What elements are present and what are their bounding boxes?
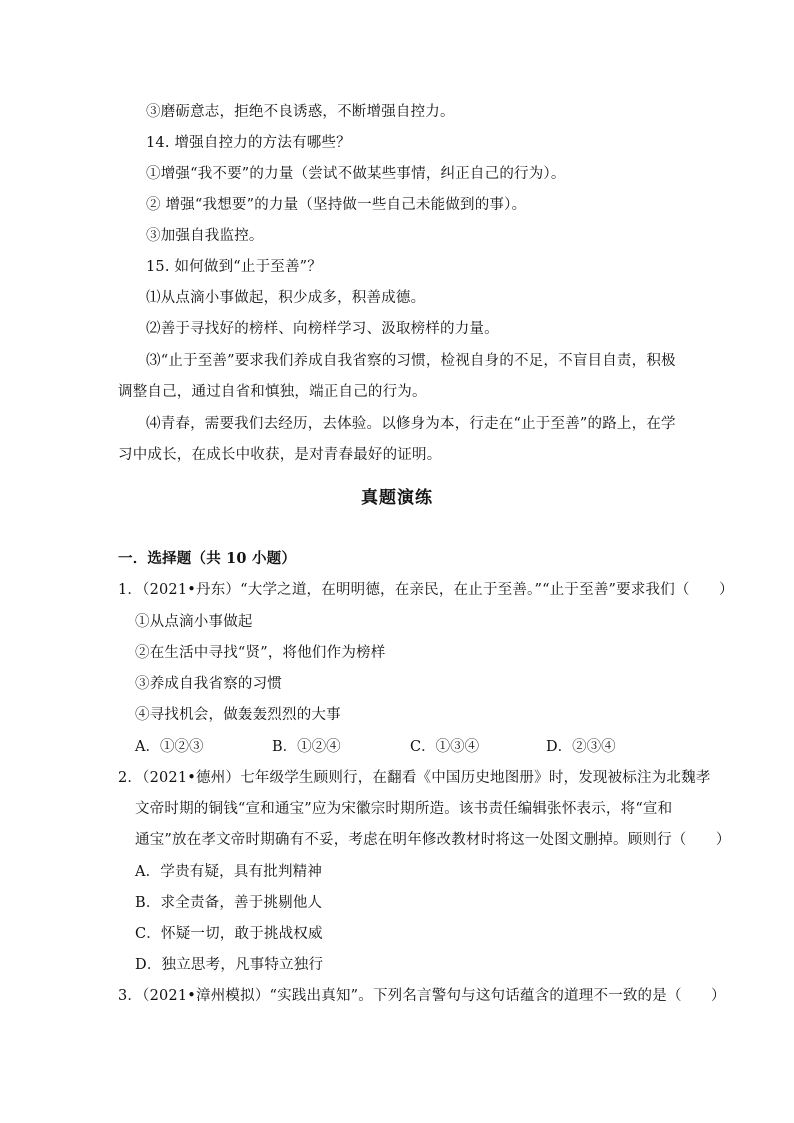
intro-line: ② 增强“我想要”的力量（坚持做一些自己未能做到的事）。 [146,197,527,213]
question-1-item: ②在生活中寻找“贤”，将他们作为榜样 [135,645,386,661]
question-2-option-a[interactable]: A．学贵有疑，具有批判精神 [135,864,323,880]
question-1-option-d[interactable]: D．②③④ [546,739,616,755]
question-1-option-b[interactable]: B．①②④ [272,739,341,755]
question-1-option-c[interactable]: C．①③④ [410,739,480,755]
question-1-stem: 1．（2021•丹东）“大学之道，在明明德，在亲民，在止于至善。”“止于至善”要求我们（ ） [118,582,734,598]
question-1-item: ③养成自我省察的习惯 [135,676,282,692]
section-heading: 一．选择题（共 10 小题） [118,550,297,567]
question-2-option-b[interactable]: B．求全责备，善于挑剔他人 [135,895,323,911]
question-1-item: ①从点滴小事做起 [135,614,253,630]
intro-line: ①增强“我不要”的力量（尝试不做某些事情，纠正自己的行为）。 [146,166,566,182]
section-title: 真题演练 [361,488,433,508]
question-2-stem: 通宝”放在孝文帝时期确有不妥，考虑在明年修改教材时将这一处图文删掉。顾则行（ ） [135,832,731,848]
intro-line: 习中成长，在成长中收获，是对青春最好的证明。 [118,447,442,463]
question-1-option-a[interactable]: A．①②③ [135,739,204,755]
question-14-heading: 14. 增强自控力的方法有哪些？ [146,135,351,151]
question-2-option-d[interactable]: D．独立思考，凡事特立独行 [135,957,324,973]
question-2-stem: 2．（2021•德州）七年级学生顾则行，在翻看《中国历史地图册》时，发现被标注为北魏孝 [118,770,711,786]
question-2-stem: 文帝时期的铜钱“宣和通宝”应为宋徽宗时期所造。该书责任编辑张怀表示，将“宣和 [135,801,673,817]
question-1-item: ④寻找机会，做轰轰烈烈的大事 [135,707,341,723]
question-2-option-c[interactable]: C．怀疑一切，敢于挑战权威 [135,926,323,942]
intro-line: ③加强自我监控。 [146,228,264,244]
intro-line: ③磨砺意志，拒绝不良诱惑，不断增强自控力。 [146,104,455,120]
question-15-heading: 15. 如何做到“止于至善”？ [146,259,322,275]
intro-line: ⑷青春，需要我们去经历，去体验。以修身为本，行走在“止于至善”的路上，在学 [146,416,676,432]
intro-line: ⑶“止于至善”要求我们养成自我省察的习惯，检视自身的不足，不盲目自责，积极 [146,353,676,369]
intro-line: ⑴从点滴小事做起，积少成多，积善成德。 [146,290,426,306]
question-3-stem: 3．（2021•漳州模拟）“实践出真知”。下列名言警句与这句话蕴含的道理不一致的是（ ） [118,988,726,1004]
intro-line: ⑵善于寻找好的榜样、向榜样学习、汲取榜样的力量。 [146,321,499,337]
intro-line: 调整自己，通过自省和慎独，端正自己的行为。 [118,384,427,400]
